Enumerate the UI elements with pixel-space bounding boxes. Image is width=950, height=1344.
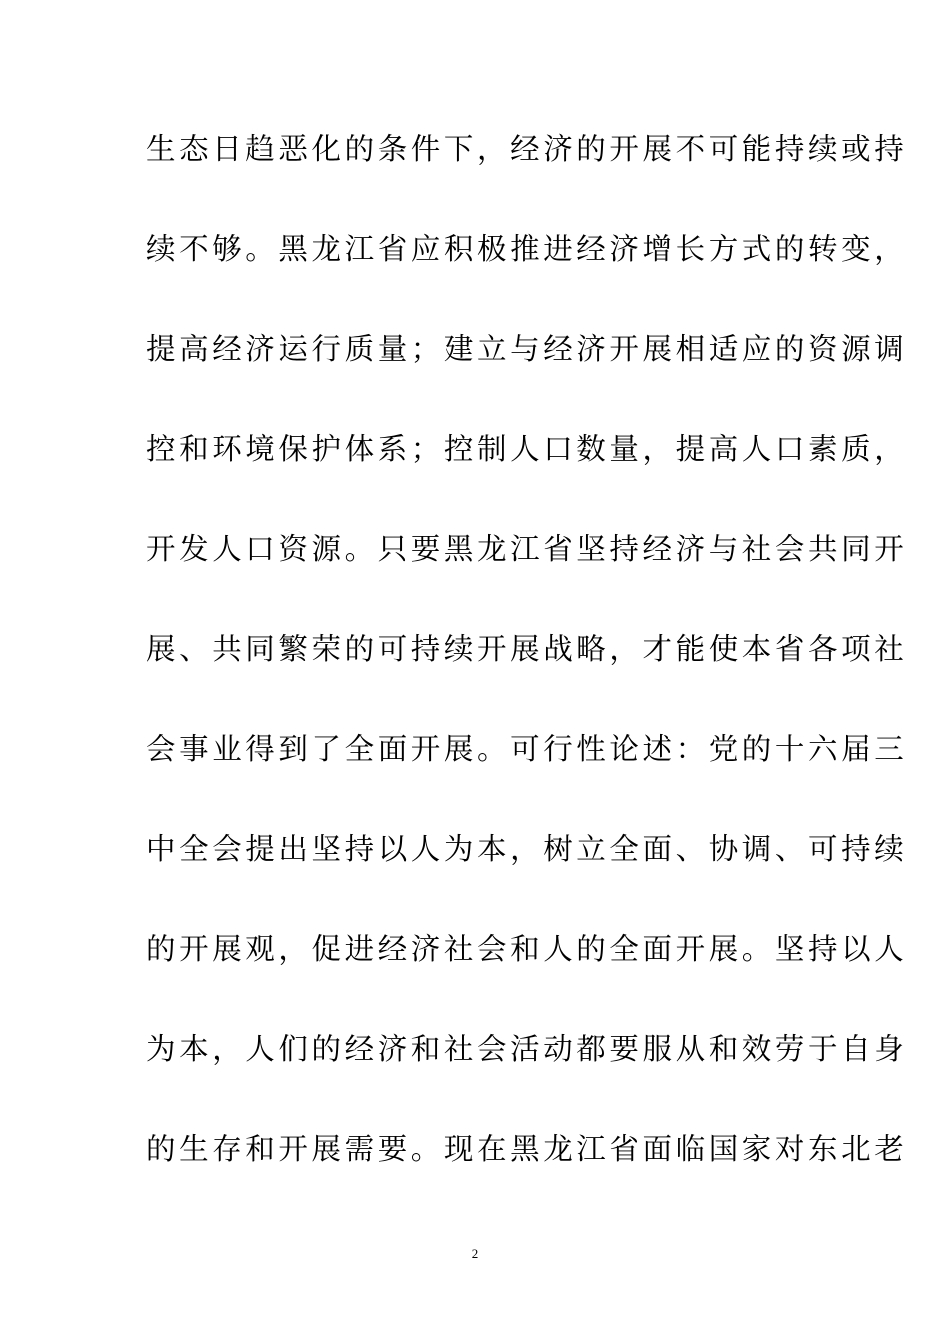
body-text-line: 的生存和开展需要。现在黑龙江省面临国家对东北老	[146, 1132, 908, 1166]
body-text-line: 的开展观，促进经济社会和人的全面开展。坚持以人	[146, 932, 908, 966]
body-text-line: 控和环境保护体系；控制人口数量，提高人口素质，	[146, 432, 908, 466]
body-text-line: 会事业得到了全面开展。可行性论述：党的十六届三	[146, 732, 908, 766]
body-text-line: 展、共同繁荣的可持续开展战略，才能使本省各项社	[146, 632, 908, 666]
body-text-line: 续不够。黑龙江省应积极推进经济增长方式的转变，	[146, 232, 908, 266]
body-text-line: 提高经济运行质量；建立与经济开展相适应的资源调	[146, 332, 908, 366]
body-text-line: 中全会提出坚持以人为本，树立全面、协调、可持续	[146, 832, 908, 866]
body-text-line: 生态日趋恶化的条件下，经济的开展不可能持续或持	[146, 132, 908, 166]
body-text-line: 开发人口资源。只要黑龙江省坚持经济与社会共同开	[146, 532, 908, 566]
body-text-line: 为本，人们的经济和社会活动都要服从和效劳于自身	[146, 1032, 908, 1066]
page-number: 2	[471, 1246, 479, 1261]
